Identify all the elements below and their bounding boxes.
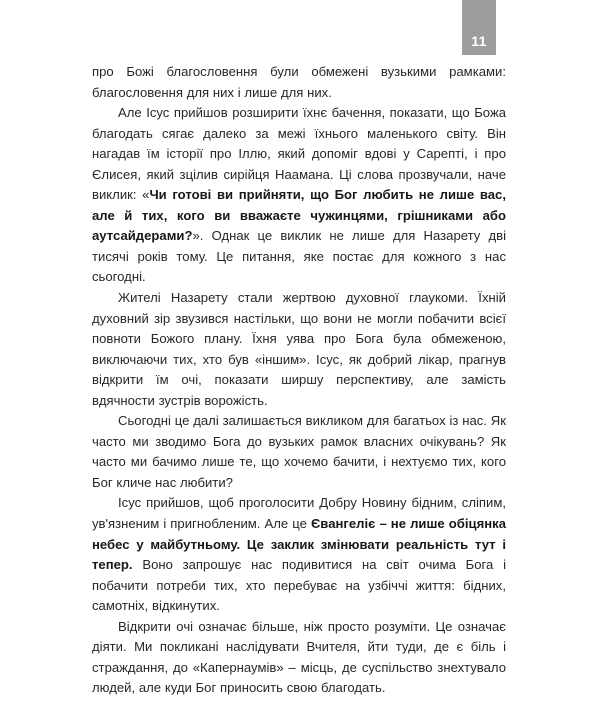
text-run: Сьогодні це далі залишається викликом для багатьох із нас. Як часто ми зводимо Бога до вузьких рамок власних очікувань? Як часто ми бачимо лише те, що хочемо бачити, і нехтуємо тих, кого Бог кличе нас любити? — [92, 413, 506, 490]
text-run: Воно запрошує нас подивитися на світ очима Бога і побачити потреби тих, хто перебуває на узбіччі життя: бідних, самотніх, відкинутих. — [92, 557, 506, 614]
body-text-column — [92, 62, 506, 699]
emphasis-run: Чи готові ви прийняти, що Бог любить не лише вас, але й тих, кого ви вважаєте чужинцями, грішниками або аутсайдерами? — [92, 187, 506, 244]
paragraph — [92, 103, 506, 288]
paragraph — [92, 617, 506, 699]
paragraph — [92, 493, 506, 616]
text-run: Жителі Назарету стали жертвою духовної глаукоми. Їхній духовний зір звузився настільки, що вони не могли побачити всієї повноти Божого плану. Їхня уява про Бога була обмеженою, виключаючи тих, хто був «іншим». Ісус, як добрий лікар, прагнув відкрити їм очі, показати ширшу перспективу, але замість вдячности зустрів ворожість. — [92, 290, 506, 408]
text-run: про Божі благословення були обмежені вузькими рамками: благословення для них і лише для них. — [92, 64, 506, 100]
emphasis-run: Євангеліє – не лише обіцянка небес у майбутньому. Це заклик змінювати реальність тут і тепер. — [92, 516, 506, 573]
page-number-tab — [462, 0, 496, 55]
text-run: Відкрити очі означає більше, ніж просто розуміти. Це означає діяти. Ми покликані наслідувати Вчителя, йти туди, де є біль і страждання, до «Капернаумів» – місць, де суспільство знехтувало людей, але куди Бог приносить свою благодать. — [92, 618, 506, 696]
text-run: Ісус прийшов, щоб проголосити Добру Новину бідним, сліпим, ув'язненим і пригнобленим. Але це — [92, 495, 506, 532]
paragraph — [92, 411, 506, 493]
paragraph — [92, 62, 506, 103]
text-run: Але Ісус прийшов розширити їхнє бачення, показати, що Божа благодать сягає далеко за межі їхнього маленького світу. Він нагадав їм історії про Іллю, який допоміг вдові у Сарепті, і про Єлисея, який зцілив сирійця Наамана. Ці слова прозвучали, наче виклик: « — [92, 105, 506, 203]
paragraph — [92, 288, 506, 411]
text-run: ». Однак це виклик не лише для Назарету дві тисячі років тому. Це питання, яке постає для кожного з нас сьогодні. — [92, 228, 506, 285]
page-number: 11 — [471, 33, 487, 49]
